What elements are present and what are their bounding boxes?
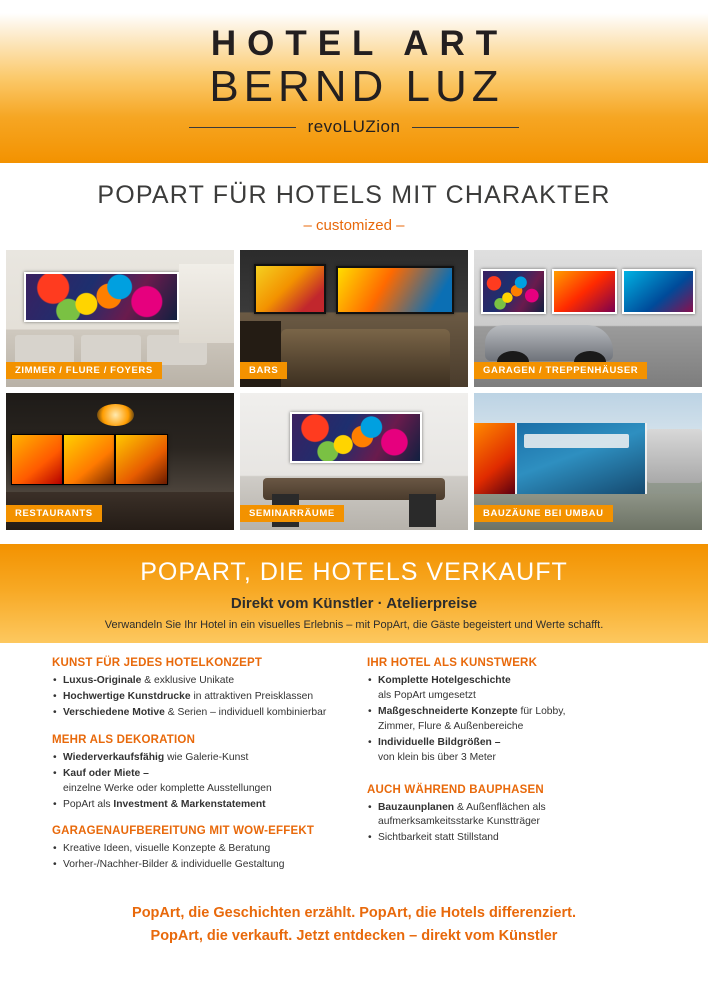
page-subtitle: – customized – — [303, 217, 405, 234]
page-title: POPART FÜR HOTELS MIT CHARAKTER — [97, 181, 611, 209]
item-strong: Maßgeschneiderte Konzepte — [378, 705, 518, 717]
logo-main-text: BERND LUZ — [209, 62, 504, 111]
gallery-grid — [0, 242, 708, 530]
list-item — [52, 690, 341, 705]
logo-rule-right — [412, 127, 519, 128]
item-strong: Verschiedene Motive — [63, 706, 165, 718]
block-title: KUNST FÜR JEDES HOTELKONZEPT — [52, 657, 263, 669]
gallery-tile[interactable] — [474, 250, 702, 387]
gallery-tile-label: RESTAURANTS — [6, 505, 102, 522]
section-title-band — [0, 163, 708, 242]
promo-description: Verwandeln Sie Ihr Hotel in ein visuelles Erlebnis – mit PopArt, die Gäste begeistert und Werte schafft. — [104, 619, 604, 631]
block-title: MEHR ALS DEKORATION — [52, 733, 196, 746]
block-mehr-als-dekoration — [52, 734, 341, 813]
gallery-tile-label: ZIMMER / FLURE / FOYERS — [6, 362, 162, 379]
gallery-tile[interactable] — [474, 393, 702, 530]
item-strong: Wiederverkaufsfähig — [63, 751, 165, 763]
block-garagenaufbereitung — [52, 825, 341, 873]
gallery-tile-label: BARS — [240, 362, 287, 379]
block-title: GARAGENAUFBEREITUNG MIT WOW-EFFEKT — [52, 825, 315, 838]
block-list — [52, 842, 341, 873]
claim-line-1: PopArt, die Geschichten erzählt. PopArt, die Hotels differenziert. — [132, 905, 576, 922]
item-rest: Vorher-/Nachher-Bilder & individuelle Gestaltung — [63, 859, 285, 871]
page-header — [0, 0, 708, 163]
list-item — [52, 798, 341, 813]
item-strong: Kauf oder Miete – — [63, 767, 149, 779]
gallery-tile[interactable] — [240, 250, 468, 387]
gallery-tile-label: SEMINARRÄUME — [240, 505, 344, 522]
logo-top-text: HOTEL ART — [210, 24, 509, 63]
logo-subtitle-text: revoLUZion — [307, 117, 401, 136]
item-rest: & Serien – individuell kombinierbar — [164, 706, 327, 718]
logo-subtitle-row — [189, 117, 519, 137]
claim-line-2: PopArt, die verkauft. Jetzt entdecken – direkt vom Künstler — [150, 928, 558, 945]
list-item — [367, 736, 656, 766]
block-title: AUCH WÄHREND BAUPHASEN — [367, 783, 544, 796]
list-item — [367, 831, 656, 846]
block-kunst-fuer-jedes-hotelkonzept — [52, 657, 341, 721]
item-sub: einzelne Werke oder komplette Ausstellungen — [63, 782, 272, 794]
list-item — [52, 706, 341, 721]
list-item — [367, 705, 656, 735]
item-strong: Individuelle Bildgrößen – — [378, 736, 501, 748]
gallery-tile[interactable] — [240, 393, 468, 530]
item-strong: Luxus-Originale — [63, 675, 142, 686]
item-strong: Bauzaunplanen — [378, 801, 455, 813]
list-item — [52, 751, 341, 766]
item-rest: & exklusive Unikate — [141, 675, 235, 686]
gallery-tile-label: BAUZÄUNE BEI UMBAU — [474, 505, 613, 522]
item-sub: aufmerksamkeitsstarke Kunstträger — [378, 816, 540, 828]
promo-band — [0, 544, 708, 643]
item-strong2: Investment & Markenstatement — [113, 798, 266, 810]
list-item — [52, 674, 341, 689]
list-item — [367, 674, 656, 704]
item-rest: PopArt als — [63, 798, 114, 810]
block-ihr-hotel-als-kunstwerk — [367, 657, 656, 766]
list-item — [367, 801, 656, 831]
item-rest: für Lobby, — [517, 705, 566, 717]
block-list — [52, 674, 341, 721]
logo-rule-left — [189, 127, 296, 128]
block-list — [367, 801, 656, 847]
right-column — [367, 657, 656, 886]
closing-claim — [0, 886, 708, 948]
item-strong: Komplette Hotelgeschichte — [378, 675, 511, 686]
gallery-tile[interactable] — [6, 393, 234, 530]
block-list — [367, 674, 656, 766]
item-sub: Zimmer, Flure & Außenbereiche — [378, 720, 524, 732]
item-sub: von klein bis über 3 Meter — [378, 751, 496, 763]
item-strong: Hochwertige Kunstdrucke — [63, 690, 191, 702]
item-sub: als PopArt umgesetzt — [378, 689, 476, 701]
block-list — [52, 751, 341, 813]
promo-subtitle: Direkt vom Künstler · Atelierpreise — [230, 595, 478, 612]
item-rest: & Außenflächen als — [454, 801, 546, 813]
gallery-tile-label: GARAGEN / TREPPENHÄUSER — [474, 362, 647, 379]
content-columns — [0, 643, 708, 886]
item-rest: in attraktiven Preisklassen — [190, 690, 314, 702]
list-item — [52, 842, 341, 857]
item-rest: Sichtbarkeit statt Stillstand — [378, 832, 499, 844]
gallery-tile[interactable] — [6, 250, 234, 387]
promo-title: POPART, DIE HOTELS VERKAUFT — [140, 558, 568, 586]
list-item — [52, 767, 341, 797]
item-rest: wie Galerie-Kunst — [164, 751, 249, 763]
left-column — [52, 657, 341, 886]
item-rest: Kreative Ideen, visuelle Konzepte & Beratung — [63, 843, 271, 855]
block-title: IHR HOTEL ALS KUNSTWERK — [367, 657, 538, 669]
list-item — [52, 858, 341, 873]
block-auch-waehrend-bauphasen — [367, 784, 656, 847]
